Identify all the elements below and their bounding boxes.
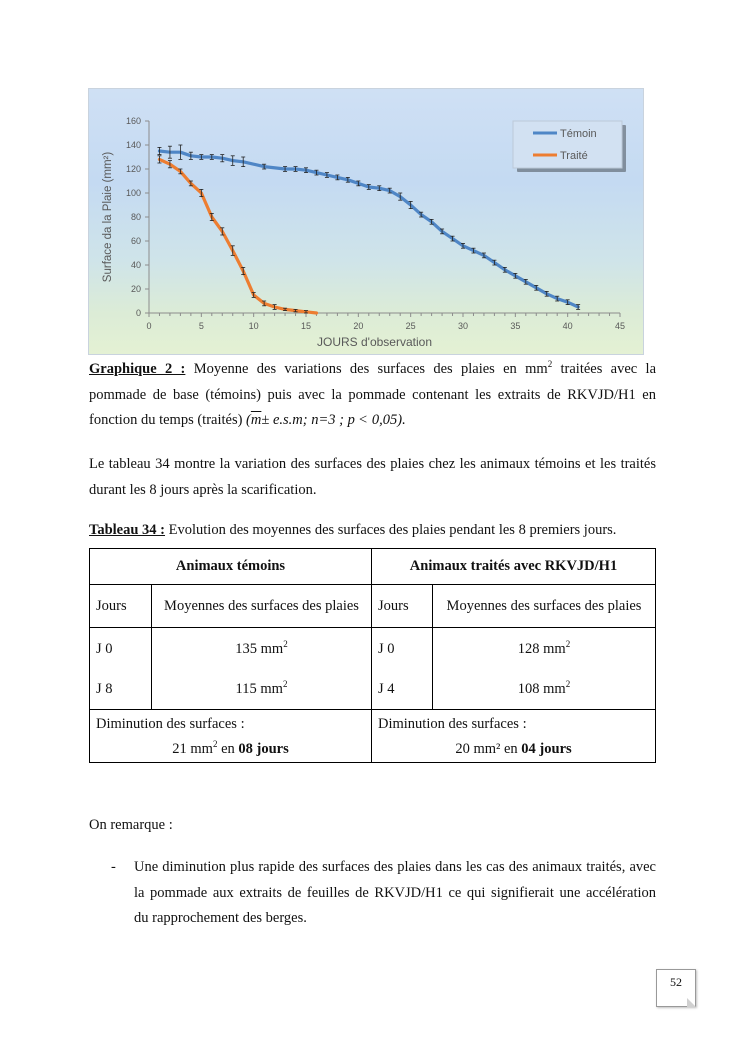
sup-l1: 2	[282, 678, 288, 689]
dim-left-value: 21 mm	[172, 741, 213, 757]
page-fold-corner	[687, 998, 696, 1007]
x-tick-label: 45	[614, 321, 626, 331]
remark: On remarque :	[89, 817, 173, 833]
x-tick-label: 25	[405, 321, 416, 331]
y-axis-title: Surface da la Plaie (mm²)	[102, 151, 114, 283]
bullet-line3: du rapprochement des berges.	[134, 910, 307, 926]
col-jours-right: Jours	[372, 585, 433, 628]
cell-v-right-0: 128 mm	[517, 640, 566, 657]
dim-left-en: en	[217, 741, 239, 757]
x-tick-label: 10	[248, 321, 259, 331]
cell-j-left-1: J 8	[96, 680, 113, 697]
y-tick-label: 0	[135, 308, 141, 318]
dim-left-days: 08 jours	[238, 741, 289, 757]
cell-j-right-1: J 4	[378, 680, 395, 697]
caption-line1-end: traitées avec la	[552, 361, 657, 377]
sup-r0: 2	[565, 638, 571, 649]
x-tick-label: 30	[457, 321, 469, 331]
caption-line1: Moyenne des variations des surfaces des plaies en mm	[193, 361, 548, 377]
intro-line2: durant les 8 jours après la scarification.	[89, 481, 317, 498]
series-line	[159, 159, 316, 313]
data-table	[89, 548, 656, 763]
y-tick-label: 40	[130, 260, 141, 270]
caption-stats-text: ± e.s.m; n=3 ; p ˂ 0,05).	[261, 412, 406, 428]
sup-l0: 2	[283, 638, 288, 649]
bullet-paragraph	[134, 855, 656, 932]
dim-right-days: 04 jours	[521, 741, 572, 757]
header-temoins: Animaux témoins	[90, 549, 372, 585]
x-tick-label: 15	[300, 321, 312, 331]
page-number: 52	[670, 975, 682, 989]
chart	[88, 88, 644, 355]
y-tick-label: 140	[125, 140, 141, 150]
bullet-marker: -	[111, 859, 116, 875]
dim-left-sup: 2	[212, 739, 218, 750]
caption-sup: 2	[547, 359, 553, 370]
y-tick-label: 120	[125, 164, 141, 174]
figure-caption	[89, 357, 656, 434]
caption-label: Graphique 2 :	[89, 361, 186, 377]
y-tick-label: 80	[130, 212, 141, 222]
cell-v-right-1: 108 mm	[517, 680, 566, 697]
col-moyennes-left: Moyennes des surfaces des plaies	[152, 585, 372, 628]
dim-right-en: en	[500, 741, 522, 757]
cell-v-left-1: 115 mm	[235, 680, 283, 697]
x-axis-title: JOURS d'observation	[316, 335, 433, 349]
intro-line1: Le tableau 34 montre la variation des surfaces des plaies chez les animaux témoins et les traités	[89, 456, 656, 472]
legend-label: Témoin	[560, 128, 597, 140]
dim-right-value: 20 mm²	[455, 741, 501, 757]
y-tick-label: 60	[130, 236, 141, 246]
x-tick-label: 35	[510, 321, 521, 331]
y-tick-label: 20	[130, 284, 141, 294]
intro-paragraph	[89, 452, 656, 503]
series-1	[157, 156, 316, 313]
dim-left-label: Diminution des surfaces :	[96, 716, 245, 732]
x-tick-label: 40	[562, 321, 573, 331]
col-moyennes-right: Moyennes des surfaces des plaies	[433, 585, 656, 628]
caption-stats-m: $\overline{m}$	[250, 412, 262, 428]
bullet-line2: la pommade aux extraits de feuilles de RKVJD/H1 ce qui signifierait une accélération	[134, 884, 656, 901]
y-tick-label: 100	[125, 188, 141, 198]
caption-stats: ($\overline{m}\pm e.s.m$; n=3 ; p ˂ 0,05).	[246, 412, 406, 428]
cell-j-left-0: J 0	[96, 640, 113, 657]
table-row	[90, 628, 656, 710]
header-traites: Animaux traités avec RKVJD/H1	[372, 549, 656, 585]
dim-right-cell	[372, 710, 656, 763]
col-jours-left: Jours	[90, 585, 152, 628]
page-number-box	[656, 969, 696, 1007]
cell-v-left-0: 135 mm	[235, 640, 284, 657]
chart-svg	[89, 89, 643, 354]
dim-left-cell	[90, 710, 372, 763]
x-tick-label: 20	[353, 321, 364, 331]
table-title	[89, 518, 656, 544]
cell-j-right-0: J 0	[378, 640, 395, 657]
caption-line2: pommade de base (témoins) puis avec la pommade contenant les extraits de RKVJD/H1 en	[89, 386, 656, 403]
caption-line3: fonction du temps (traités)	[89, 412, 247, 428]
legend-label: Traité	[560, 150, 588, 162]
x-tick-label: 0	[146, 321, 152, 331]
dim-right-label: Diminution des surfaces :	[378, 716, 527, 732]
bullet-line1: Une diminution plus rapide des surfaces des plaies dans les cas des animaux traités, avec	[134, 859, 656, 875]
sup-r1: 2	[565, 678, 571, 689]
table-title-label: Tableau 34 :	[89, 522, 166, 538]
x-tick-label: 5	[198, 321, 204, 331]
table-title-text: Evolution des moyennes des surfaces des plaies pendant les 8 premiers jours.	[165, 522, 617, 538]
y-tick-label: 160	[125, 116, 141, 126]
